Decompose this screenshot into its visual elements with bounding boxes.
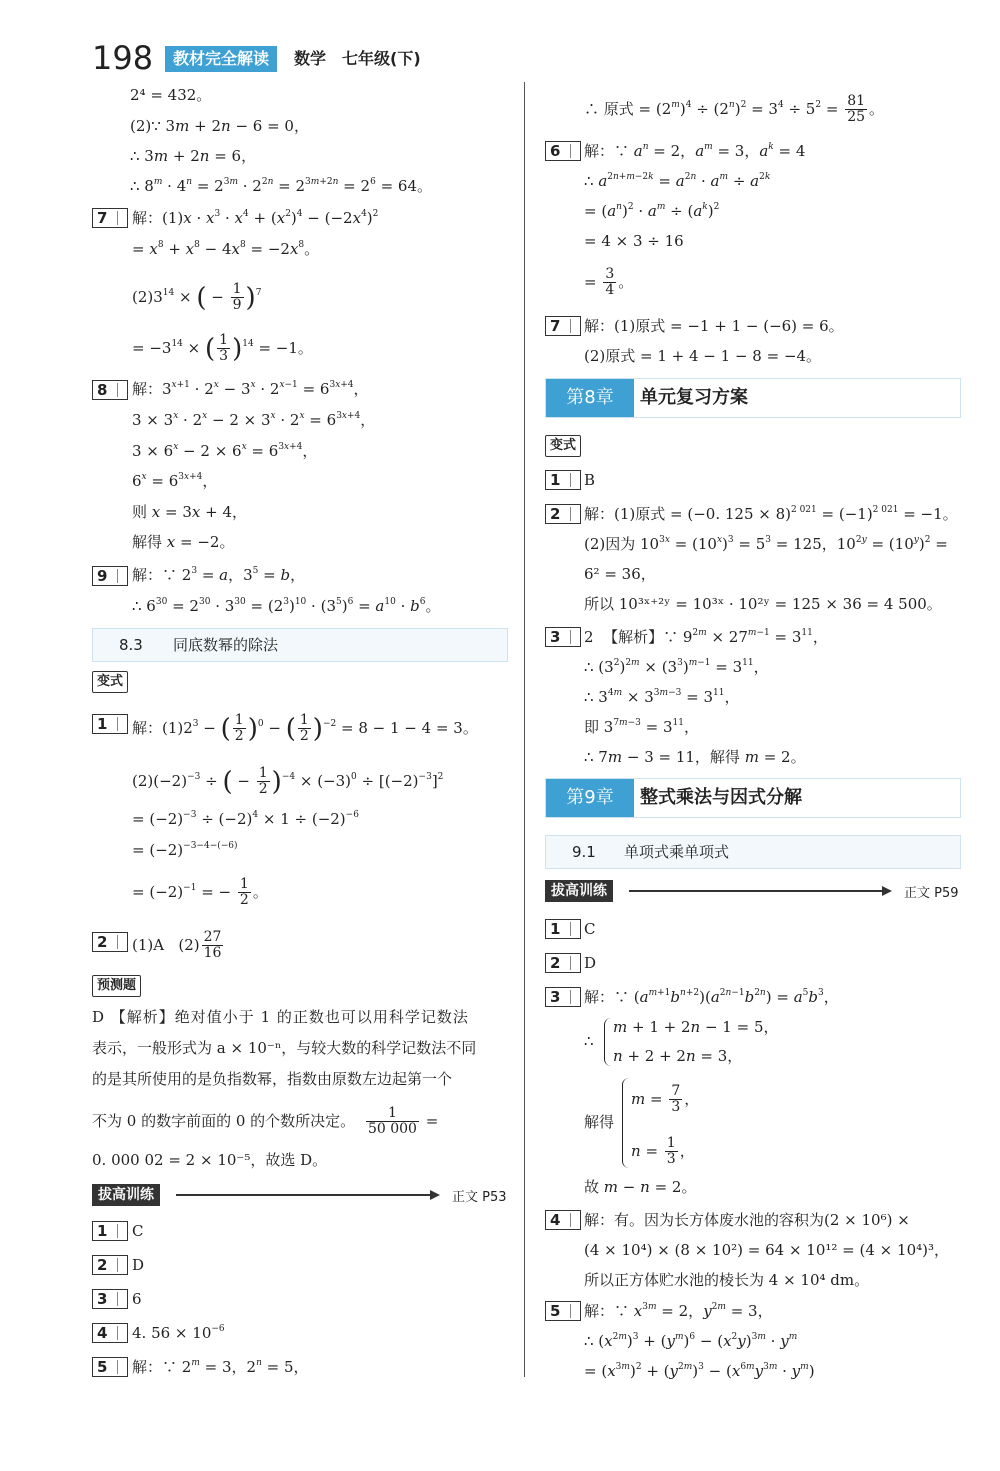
- answer-line: = $(x^{3m})^2 + (y^{2m})^3 - (x^{6m}y^{3m} \cdot y^m)$: [584, 1362, 815, 1380]
- chapter-badge: 第9章: [546, 779, 634, 817]
- section-heading: [545, 835, 961, 869]
- prediction-tag: 预测题: [92, 975, 141, 997]
- answer-line: m + 1 + 2n − 1 = 5，: [613, 1018, 779, 1036]
- answer-line: n = $\frac{1}{3}$ ，: [631, 1135, 695, 1168]
- column-divider: [524, 82, 525, 1377]
- answer-line: 4. $56 \times 10^{-6}$: [132, 1324, 225, 1342]
- analysis-text: 表示，一般形式为 a × 10⁻ⁿ，与较大数的科学记数法不同: [92, 1039, 477, 1057]
- answer-line: ∴ $6^{30} = 2^{30} \cdot 3^{30} = (2^3)^{10} \cdot (3^5)^6 = a^{10} \cdot b^6$。: [132, 597, 441, 615]
- analysis-text: 0. 000 02 = 2 × 10⁻⁵，故选 D。: [92, 1151, 328, 1169]
- page-number: 198: [92, 39, 154, 77]
- chapter-title: 单元复习方案: [640, 387, 748, 408]
- answer-line: ∴ 7m − 3 = 11，解得 m = 2。: [584, 748, 806, 766]
- section-title: 单项式乘单项式: [624, 843, 730, 861]
- answer-line: 2 【解析】∵ $9^{2m} \times 27^{m-1} = 3^{11}$，: [584, 628, 828, 646]
- section-number: 8.3: [119, 636, 143, 654]
- answer-line: ∴ $(3^2)^{2m} \times (3^3)^{m-1} = 3^{11}$，: [584, 658, 769, 676]
- answer-line: ∴ 原式 = $(2^m)^4 \div (2^n)^2 = 3^4 \div 5^2$ = $\frac{81}{25}$ 。: [584, 93, 885, 126]
- question-number: 2: [92, 932, 128, 952]
- answer-line: 6² = 36，: [584, 565, 656, 583]
- analysis-text-part: 不为 0 的数字前面的 0 的个数所决定。: [92, 1111, 356, 1130]
- answer-line: = $(-2)^{-1}$ = − $\frac{1}{2}$ 。: [132, 876, 268, 909]
- question-number: 2: [545, 953, 581, 973]
- arrow-head-icon: [882, 886, 892, 896]
- question-number: 3: [92, 1289, 128, 1309]
- answer-line: B: [584, 471, 596, 489]
- answer-line: ∴ $3^{4m} \times 3^{3m-3} = 3^{11}$，: [584, 688, 740, 706]
- variant-tag: 变式: [92, 671, 128, 693]
- answer-line: 2⁴ = 432。: [130, 86, 212, 104]
- variant-tag: 变式: [545, 435, 581, 457]
- answer-line: 则 x = 3x + 4，: [132, 503, 248, 521]
- question-number: 9: [92, 566, 128, 586]
- analysis-text: D 【解析】绝对值小于 1 的正数也可以用科学记数法: [92, 1008, 469, 1026]
- chapter-badge: 第8章: [546, 379, 634, 417]
- answer-line: D: [584, 954, 597, 972]
- answer-line: (2)∵ 3m + 2n − 6 = 0，: [130, 117, 309, 135]
- practice-arrow: [176, 1194, 430, 1196]
- answer-line: 解：$(1)2^3$ − ( $\frac{1}{2}$ )$^0$ − ( $\frac{1}{2}$ )$^{-2}$ = 8 − 1 − 4 = 3。: [132, 712, 478, 745]
- section-title: 同底数幂的除法: [173, 636, 279, 654]
- analysis-text: 不为 0 的数字前面的 0 的个数所决定。 $\frac{1}{50 000}$ =: [92, 1105, 439, 1138]
- chapter-heading: [545, 778, 961, 818]
- page-reference: 正文 P53: [452, 1190, 507, 1205]
- question-number: 8: [92, 380, 128, 400]
- answer-line: = $(-2)^{-3-4-(-6)}$: [132, 841, 238, 859]
- answer-line: ∴ $8^m \cdot 4^n = 2^{3m} \cdot 2^{2n} = 2^{3m+2n} = 2^6 = 64$。: [130, 177, 432, 195]
- system-brace: [604, 1018, 611, 1066]
- book-title-badge: 教材完全解读: [165, 46, 277, 72]
- answer-line: = $\frac{3}{4}$ 。: [584, 266, 634, 299]
- answer-line: 解：$3^{x+1} \cdot 2^x - 3^x \cdot 2^{x-1} = 6^{3x+4}$，: [132, 380, 369, 398]
- answer-line: 故 m − n = 2。: [584, 1178, 697, 1196]
- answer-line: 解：(1)原式 = (−0. $125 \times 8)^{2 021} = (-1)^{2 021} = -1$。: [584, 505, 958, 523]
- answer-line: n + 2 + 2n = 3，: [613, 1047, 743, 1065]
- system-brace: [622, 1078, 629, 1168]
- question-number: 1: [545, 470, 581, 490]
- answer-line: ∴ $(x^{2m})^3 + (y^m)^6 - (x^2y)^{3m} \cdot y^m$: [584, 1332, 798, 1350]
- answer-line: 6: [132, 1290, 142, 1308]
- practice-bar: 拔高训练: [92, 1184, 160, 1206]
- arrow-head-icon: [430, 1190, 440, 1200]
- question-number: 5: [92, 1357, 128, 1377]
- question-number: 6: [545, 141, 581, 161]
- answer-line: 解得: [584, 1113, 615, 1131]
- answer-line: 解：有。因为长方体废水池的容积为(2 × 10⁶) ×: [584, 1211, 910, 1229]
- question-number: 1: [545, 919, 581, 939]
- answer-line: (1)A (2) $\frac{27}{16}$: [132, 929, 222, 962]
- analysis-text: 的是其所使用的是负指数幂，指数由原数左边起第一个: [92, 1070, 453, 1088]
- page-reference: 正文 P59: [904, 886, 959, 901]
- answer-line: 解：∵ $2^m = 3$，$2^n = 5$，: [132, 1358, 309, 1376]
- question-number: 2: [92, 1255, 128, 1275]
- answer-line: 解：(1)原式 = −1 + 1 − (−6) = 6。: [584, 317, 844, 335]
- answer-line: ∴ $a^{2n+m-2k} = a^{2n} \cdot a^m \div a^{2k}$: [584, 172, 771, 190]
- answer-line: (2)原式 = 1 + 4 − 1 − 8 = −4。: [584, 347, 822, 365]
- section-heading: [92, 628, 508, 662]
- answer-line: (2)因为 $10^{3x} = (10^x)^3 = 5^3 = 125$，$10^{2y} = (10^y)^2$ =: [584, 535, 948, 553]
- answer-line: 解：∵ $(a^{m+1}b^{n+2})(a^{2n-1}b^{2n}) = a^5b^3$，: [584, 988, 839, 1006]
- answer-line: 解：$(1)x \cdot x^3 \cdot x^4 + (x^2)^4 - (-2x^4)^2$: [132, 209, 379, 227]
- answer-line: $3 \times 3^x \cdot 2^x - 2 \times 3^x \cdot 2^x = 6^{3x+4}$，: [132, 411, 376, 429]
- answer-line: 解得 x = −2。: [132, 533, 235, 551]
- question-number: 5: [545, 1301, 581, 1321]
- practice-bar: 拔高训练: [545, 880, 613, 902]
- question-number: 1: [92, 714, 128, 734]
- answer-line: = $-3^{14}$ × ( $\frac{1}{3}$ )$^{14}$ = −1。: [132, 332, 313, 365]
- answer-line: 解：∵ $x^{3m} = 2$，$y^{2m} = 3$，: [584, 1302, 773, 1320]
- answer-line: C: [132, 1222, 144, 1240]
- answer-line: $6^x = 6^{3x+4}$，: [132, 472, 218, 490]
- answer-line: $(2)(-2)^{-3}$ ÷ ( − $\frac{1}{2}$ )$^{-4} \times (-3)^0 \div [(-2)^{-3}]^2$: [132, 765, 444, 798]
- subject-label: 数学: [294, 49, 327, 68]
- answer-line: C: [584, 920, 596, 938]
- answer-line: D: [132, 1256, 145, 1274]
- question-number: 3: [545, 987, 581, 1007]
- question-number: 7: [545, 316, 581, 336]
- question-number: 4: [92, 1323, 128, 1343]
- question-number: 1: [92, 1221, 128, 1241]
- question-number: 4: [545, 1210, 581, 1230]
- answer-line: = $x^8 + x^8 - 4x^8 = -2x^8$。: [132, 240, 320, 258]
- answer-line: = 4 × 3 ÷ 16: [584, 232, 684, 250]
- answer-line: $(2)3^{14}$ × ( − $\frac{1}{9}$ )$^7$: [132, 281, 262, 314]
- grade-label: 七年级(下): [342, 49, 421, 68]
- question-number: 3: [545, 627, 581, 647]
- question-number: 7: [92, 208, 128, 228]
- answer-line: m = $\frac{7}{3}$ ，: [631, 1083, 700, 1116]
- answer-line: ∴ 3m + 2n = 6，: [130, 147, 257, 165]
- chapter-heading: [545, 378, 961, 418]
- answer-line: = $(a^n)^2 \cdot a^m \div (a^k)^2$: [584, 202, 720, 220]
- chapter-title: 整式乘法与因式分解: [640, 787, 802, 808]
- practice-arrow: [629, 890, 882, 892]
- answer-line: = $(-2)^{-3} \div (-2)^4 \times 1 \div (-2)^{-6}$: [132, 810, 359, 828]
- answer-line: ∴: [584, 1032, 594, 1050]
- answer-line: 解：∵ $2^3 = a$，$3^5 = b$，: [132, 566, 306, 584]
- answer-line: (4 × 10⁴) × (8 × 10²) = 64 × 10¹² = (4 × 10⁴)³，: [584, 1241, 949, 1259]
- answer-line: 所以正方体贮水池的棱长为 4 × 10⁴ dm。: [584, 1271, 870, 1289]
- answer-line: $3 \times 6^x - 2 \times 6^x = 6^{3x+4}$，: [132, 442, 318, 460]
- answer-line: 所以 10³ˣ⁺²ʸ = 10³ˣ · 10²ʸ = 125 × 36 = 4 500。: [584, 595, 942, 613]
- answer-line: 即 $3^{7m-3} = 3^{11}$，: [584, 718, 699, 736]
- section-number: 9.1: [572, 843, 596, 861]
- answer-line: 解：∵ $a^n = 2$，$a^m = 3$，$a^k = 4$: [584, 142, 806, 160]
- question-number: 2: [545, 504, 581, 524]
